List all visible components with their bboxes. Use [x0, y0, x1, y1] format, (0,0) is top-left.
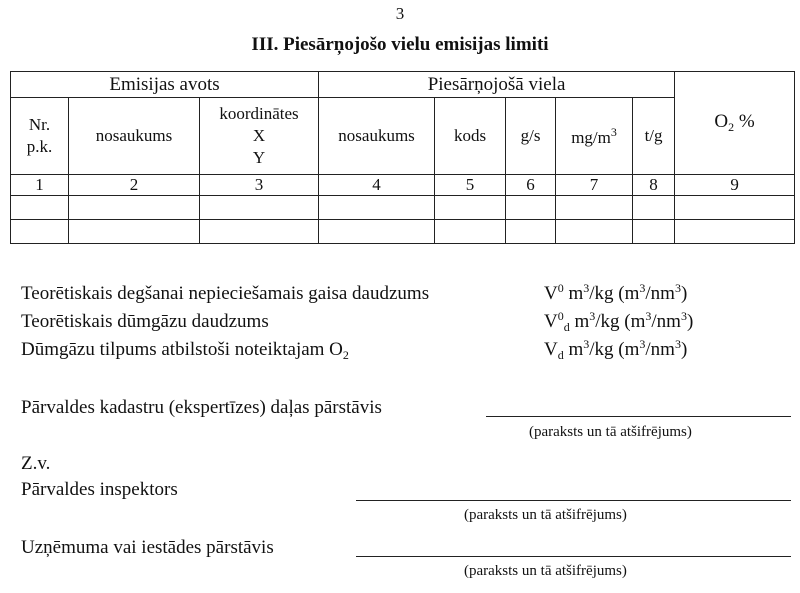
emission-source-group-header: Emisijas avots [11, 72, 319, 98]
superscript: 3 [639, 281, 646, 295]
page-number: 3 [395, 4, 405, 23]
table-cell [556, 196, 633, 220]
inspector-label: Pārvaldes inspektors [21, 479, 178, 500]
column-number: 3 [200, 175, 319, 196]
table-cell [69, 196, 200, 220]
superscript: 3 [645, 309, 652, 323]
superscript: 3 [674, 281, 681, 295]
flue-gas-label: Teorētiskais dūmgāzu daudzums [21, 311, 269, 332]
cadastre-representative-label: Pārvaldes kadastru (ekspertīzes) daļas pārstāvis [21, 397, 382, 418]
table-cell [435, 220, 506, 244]
inspector-signature-line [356, 500, 791, 501]
o2-percent-header [675, 72, 795, 175]
column-number: 7 [556, 175, 633, 196]
unit-part: /nm [645, 283, 675, 304]
superscript: 3 [680, 309, 687, 323]
subscript: 2 [342, 348, 349, 362]
inspector-signature-caption: (paraksts un tā atšifrējums) [464, 507, 627, 523]
page-title: III. Piesārņojošo vielu emisijas limiti [251, 34, 549, 55]
column-number: 9 [675, 175, 795, 196]
header-nr [11, 98, 69, 175]
header-pollutant-name: nosaukums [319, 98, 435, 175]
header-mgm3 [556, 98, 633, 175]
column-number: 6 [506, 175, 556, 196]
superscript: 3 [639, 337, 646, 351]
air-demand-label: Teorētiskais degšanai nepieciešamais gaisa daudzums [21, 283, 430, 304]
flue-volume-label [21, 339, 349, 363]
enterprise-signature-line [356, 556, 791, 557]
header-coord-y: Y [252, 148, 266, 167]
unit-part: m [563, 339, 584, 360]
table-cell [200, 220, 319, 244]
table-cell [556, 220, 633, 244]
enterprise-representative-label: Uzņēmuma vai iestādes pārstāvis [21, 537, 274, 558]
table-cell [69, 220, 200, 244]
header-tg: t/g [633, 98, 675, 175]
table-row [11, 196, 795, 220]
unit-part: ) [680, 283, 688, 304]
superscript: 3 [674, 337, 681, 351]
header-coord-x: X [252, 126, 266, 145]
pollutant-group-header: Piesārņojošā viela [319, 72, 675, 98]
table-cell [506, 196, 556, 220]
symbol: V [544, 339, 558, 360]
cadastre-signature-line [486, 416, 791, 417]
cadastre-signature-caption: (paraksts un tā atšifrējums) [529, 424, 692, 440]
enterprise-signature-caption: (paraksts un tā atšifrējums) [464, 563, 627, 579]
o2-unit: % [738, 111, 755, 132]
header-coordinates [200, 98, 319, 175]
header-nr-line1: Nr. [28, 115, 51, 134]
unit-part: /nm [645, 339, 675, 360]
table-cell [633, 220, 675, 244]
table-cell [11, 196, 69, 220]
emission-limits-table [10, 71, 795, 244]
table-cell [319, 196, 435, 220]
column-number: 8 [633, 175, 675, 196]
symbol: V [544, 311, 558, 332]
table-row [11, 220, 795, 244]
superscript: 0 [557, 309, 564, 323]
unit-part: /kg (m [589, 339, 640, 360]
table-cell [633, 196, 675, 220]
unit-part: m [569, 311, 590, 332]
o2-subscript: 2 [728, 120, 735, 134]
column-number: 4 [319, 175, 435, 196]
unit-part: /kg (m [595, 311, 646, 332]
seal-label: Z.v. [21, 453, 51, 474]
unit-part: m [563, 283, 584, 304]
table-cell [319, 220, 435, 244]
unit-part: ) [686, 311, 694, 332]
table-cell [506, 220, 556, 244]
air-demand-value [544, 281, 687, 305]
o2-symbol: O [714, 111, 729, 132]
unit-part: /kg (m [589, 283, 640, 304]
header-source-name: nosaukums [69, 98, 200, 175]
header-coord-line1: koordinātes [219, 104, 299, 123]
superscript: 3 [589, 309, 596, 323]
unit-part: /nm [651, 311, 681, 332]
header-mgm3-sup: 3 [610, 124, 617, 139]
flue-volume-value [544, 337, 687, 363]
superscript: 3 [583, 281, 590, 295]
superscript: 0 [557, 281, 564, 295]
column-number: 1 [11, 175, 69, 196]
column-number: 2 [69, 175, 200, 196]
subscript: d [557, 348, 564, 362]
unit-part: ) [680, 339, 688, 360]
table-cell [200, 196, 319, 220]
header-code: kods [435, 98, 506, 175]
flue-gas-value [544, 309, 693, 335]
header-mgm3-base: mg/m [571, 127, 611, 147]
subscript: d [563, 320, 570, 334]
flue-volume-label-text: Dūmgāzu tilpums atbilstoši noteiktajam O [21, 339, 343, 360]
symbol: V [544, 283, 558, 304]
superscript: 3 [583, 337, 590, 351]
table-cell [435, 196, 506, 220]
table-cell [11, 220, 69, 244]
header-nr-line2: p.k. [26, 137, 53, 156]
header-gs: g/s [506, 98, 556, 175]
table-cell [675, 196, 795, 220]
column-number: 5 [435, 175, 506, 196]
table-cell [675, 220, 795, 244]
